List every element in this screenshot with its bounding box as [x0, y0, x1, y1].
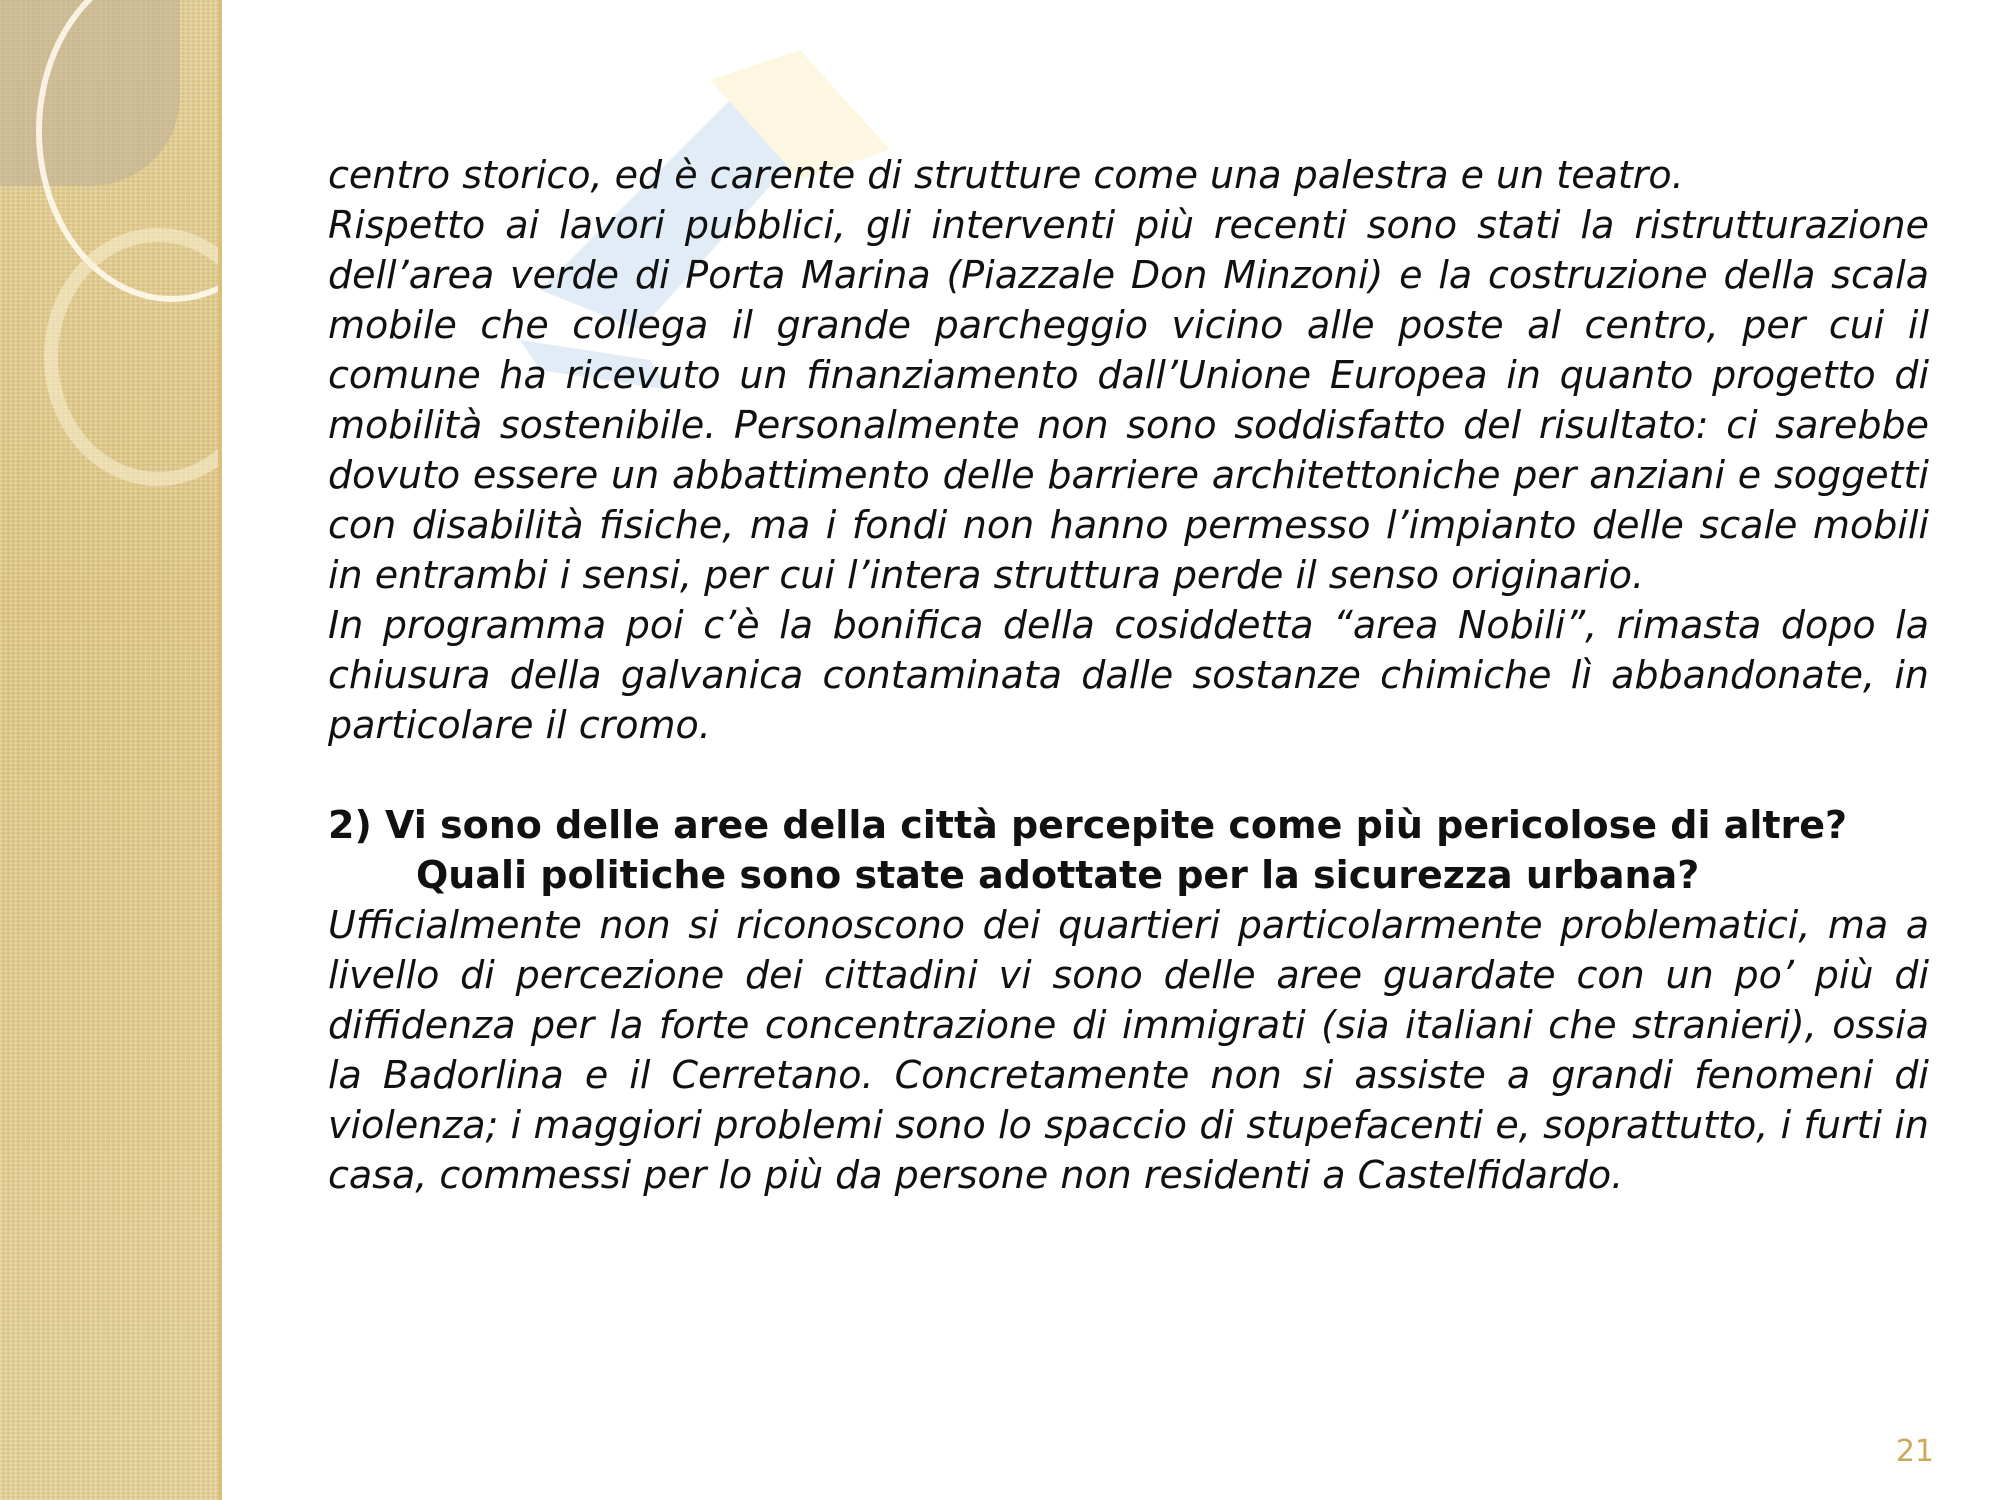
- paragraph-answer-safety: Ufficialmente non si riconoscono dei quartieri particolarmente problematici, ma a livello di percezione dei cittadini vi sono delle aree guardate con un po’ più di diffidenza per la forte concentrazione di immigrati (sia italiani che stranieri), ossia la Badorlina e il Cerretano. Concretamente non si assiste a grandi fenomeni di violenza; i maggiori problemi sono lo spaccio di stupefacenti e, soprattutto, i furti in casa, commessi per lo più da persone non residenti a Castelfidardo.: [328, 903, 1929, 1197]
- question-subheading: Quali politiche sono state adottate per la sicurezza urbana?: [416, 853, 1700, 897]
- question-heading: 2) Vi sono delle aree della città percepite come più pericolose di altre?: [328, 803, 1848, 847]
- decorative-sidebar: [0, 0, 222, 1500]
- paragraph-public-works-intro: centro storico, ed è carente di strutture come una palestra e un teatro.: [328, 153, 1684, 197]
- paragraph-public-works: Rispetto ai lavori pubblici, gli interventi più recenti sono stati la ristrutturazione dell’area verde di Porta Marina (Piazzale Don Minzoni) e la costruzione della scala mobile che collega il grande parcheggio vicino alle poste al centro, per cui il comune ha ricevuto un finanziamento dall’Unione Europea in quanto progetto di mobilità sostenibile. Personalmente non sono soddisfatto del risultato: ci sarebbe dovuto essere un abbattimento delle barriere architettoniche per anziani e soggetti con disabilità fisiche, ma i fondi non hanno permesso l’impianto delle scale mobili in entrambi i sensi, per cui l’intera struttura perde il senso originario.: [328, 203, 1929, 597]
- page-number: 21: [1895, 1434, 1934, 1469]
- slide-body: [328, 150, 1929, 1200]
- spacer: [328, 750, 1929, 800]
- paragraph-area-nobili: In programma poi c’è la bonifica della cosiddetta “area Nobili”, rimasta dopo la chiusura della galvanica contaminata dalle sostanze chimiche lì abbandonate, in particolare il cromo.: [328, 603, 1929, 747]
- decorative-ring: [44, 228, 222, 486]
- sidebar-edge: [218, 0, 222, 1500]
